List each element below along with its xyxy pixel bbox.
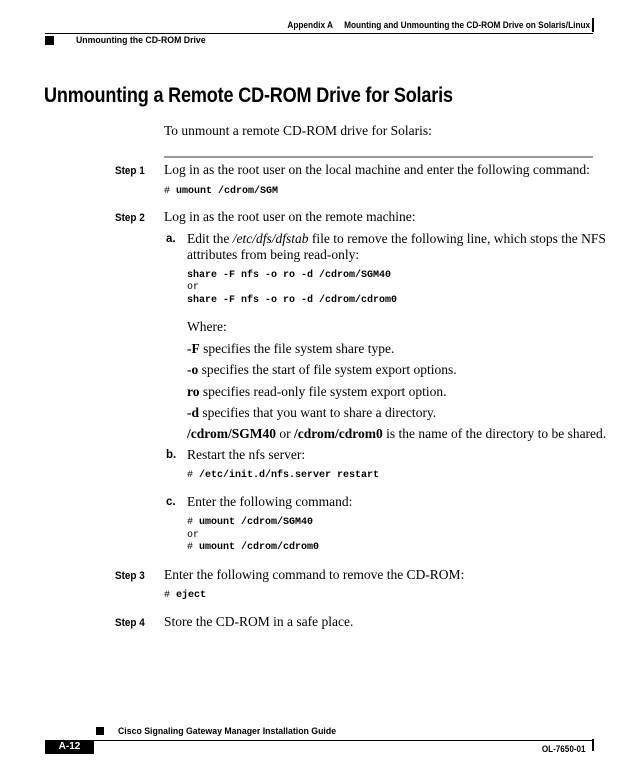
substep-a-text <box>187 231 606 247</box>
command: umount /cdrom/SGM <box>176 186 279 197</box>
intro-text: To unmount a remote CD-ROM drive for Solaris: <box>164 123 432 138</box>
substep-a-or: or <box>187 282 200 293</box>
substep-c-code-1 <box>187 517 313 528</box>
option-flag: -o <box>187 362 199 377</box>
prompt: # <box>164 186 171 197</box>
option-desc: specifies that you want to share a directory. <box>199 405 437 420</box>
text-segment: Edit the <box>187 231 233 246</box>
intro-rule <box>164 156 593 158</box>
option-flag: -d <box>187 405 200 420</box>
command: umount /cdrom/SGM40 <box>199 517 314 528</box>
footer-bar <box>592 739 594 751</box>
substep-a-code-2: share -F nfs -o ro -d /cdrom/cdrom0 <box>187 295 398 306</box>
prompt: # <box>187 470 194 481</box>
dir-name: /cdrom/SGM40 <box>187 426 276 441</box>
footer-square-marker <box>96 727 104 735</box>
where-label: Where: <box>187 319 227 334</box>
step-1-text: Log in as the root user on the local machine and enter the following command: <box>164 162 590 177</box>
command: /etc/init.d/nfs.server restart <box>199 470 380 481</box>
option-ro <box>187 384 447 400</box>
section-header: Unmounting the CD-ROM Drive <box>76 35 206 46</box>
step-3-label: Step 3 <box>115 570 145 582</box>
step-1-code <box>164 186 278 197</box>
page-title: Unmounting a Remote CD-ROM Drive for Solaris <box>44 84 453 107</box>
step-4-label: Step 4 <box>115 617 145 629</box>
header-rule <box>45 33 593 34</box>
substep-a-letter: a. <box>166 233 176 245</box>
step-1-label: Step 1 <box>115 165 145 177</box>
substep-a-text-line2: attributes from being read-only: <box>187 247 360 262</box>
appendix-label: Appendix A <box>287 20 333 30</box>
option-d <box>187 405 436 421</box>
substep-a-code-1: share -F nfs -o ro -d /cdrom/SGM40 <box>187 270 392 281</box>
footer-rule <box>45 740 593 741</box>
directory-note <box>187 426 606 442</box>
command: umount /cdrom/cdrom0 <box>199 542 320 553</box>
option-flag: -F <box>187 341 200 356</box>
text-segment: or <box>276 426 294 441</box>
header-square-marker <box>45 36 54 45</box>
step-4-text: Store the CD-ROM in a safe place. <box>164 614 354 629</box>
header-bar <box>592 18 594 32</box>
substep-c-text: Enter the following command: <box>187 494 353 509</box>
prompt: # <box>187 517 194 528</box>
file-path: /etc/dfs/dfstab <box>232 231 309 246</box>
substep-c-code-2 <box>187 542 319 553</box>
chapter-title: Mounting and Unmounting the CD-ROM Drive on Solaris/Linux <box>343 20 590 30</box>
option-desc: specifies read-only file system export option. <box>199 384 447 399</box>
substep-b-code <box>187 470 379 481</box>
command: eject <box>176 590 207 601</box>
step-3-code <box>164 590 206 601</box>
prompt: # <box>164 590 171 601</box>
option-o <box>187 362 457 378</box>
step-2-label: Step 2 <box>115 212 145 224</box>
option-desc: specifies the start of file system export options. <box>198 362 457 377</box>
page-number: A-12 <box>45 740 94 754</box>
dir-name: /cdrom/cdrom0 <box>294 426 383 441</box>
document-number: OL-7650-01 <box>542 744 586 754</box>
option-F <box>187 341 394 357</box>
option-flag: ro <box>187 384 200 399</box>
text-segment: is the name of the directory to be shared. <box>382 426 607 441</box>
running-header <box>287 20 590 30</box>
step-2-text: Log in as the root user on the remote machine: <box>164 209 416 224</box>
substep-c-or: or <box>187 530 200 541</box>
option-desc: specifies the file system share type. <box>199 341 395 356</box>
prompt: # <box>187 542 194 553</box>
step-3-text: Enter the following command to remove the CD-ROM: <box>164 567 465 582</box>
text-segment: file to remove the following line, which stops the NFS <box>308 231 606 246</box>
substep-b-text: Restart the nfs server: <box>187 447 306 462</box>
substep-c-letter: c. <box>166 496 176 508</box>
substep-b-letter: b. <box>166 449 177 461</box>
guide-title: Cisco Signaling Gateway Manager Installation Guide <box>118 726 337 737</box>
